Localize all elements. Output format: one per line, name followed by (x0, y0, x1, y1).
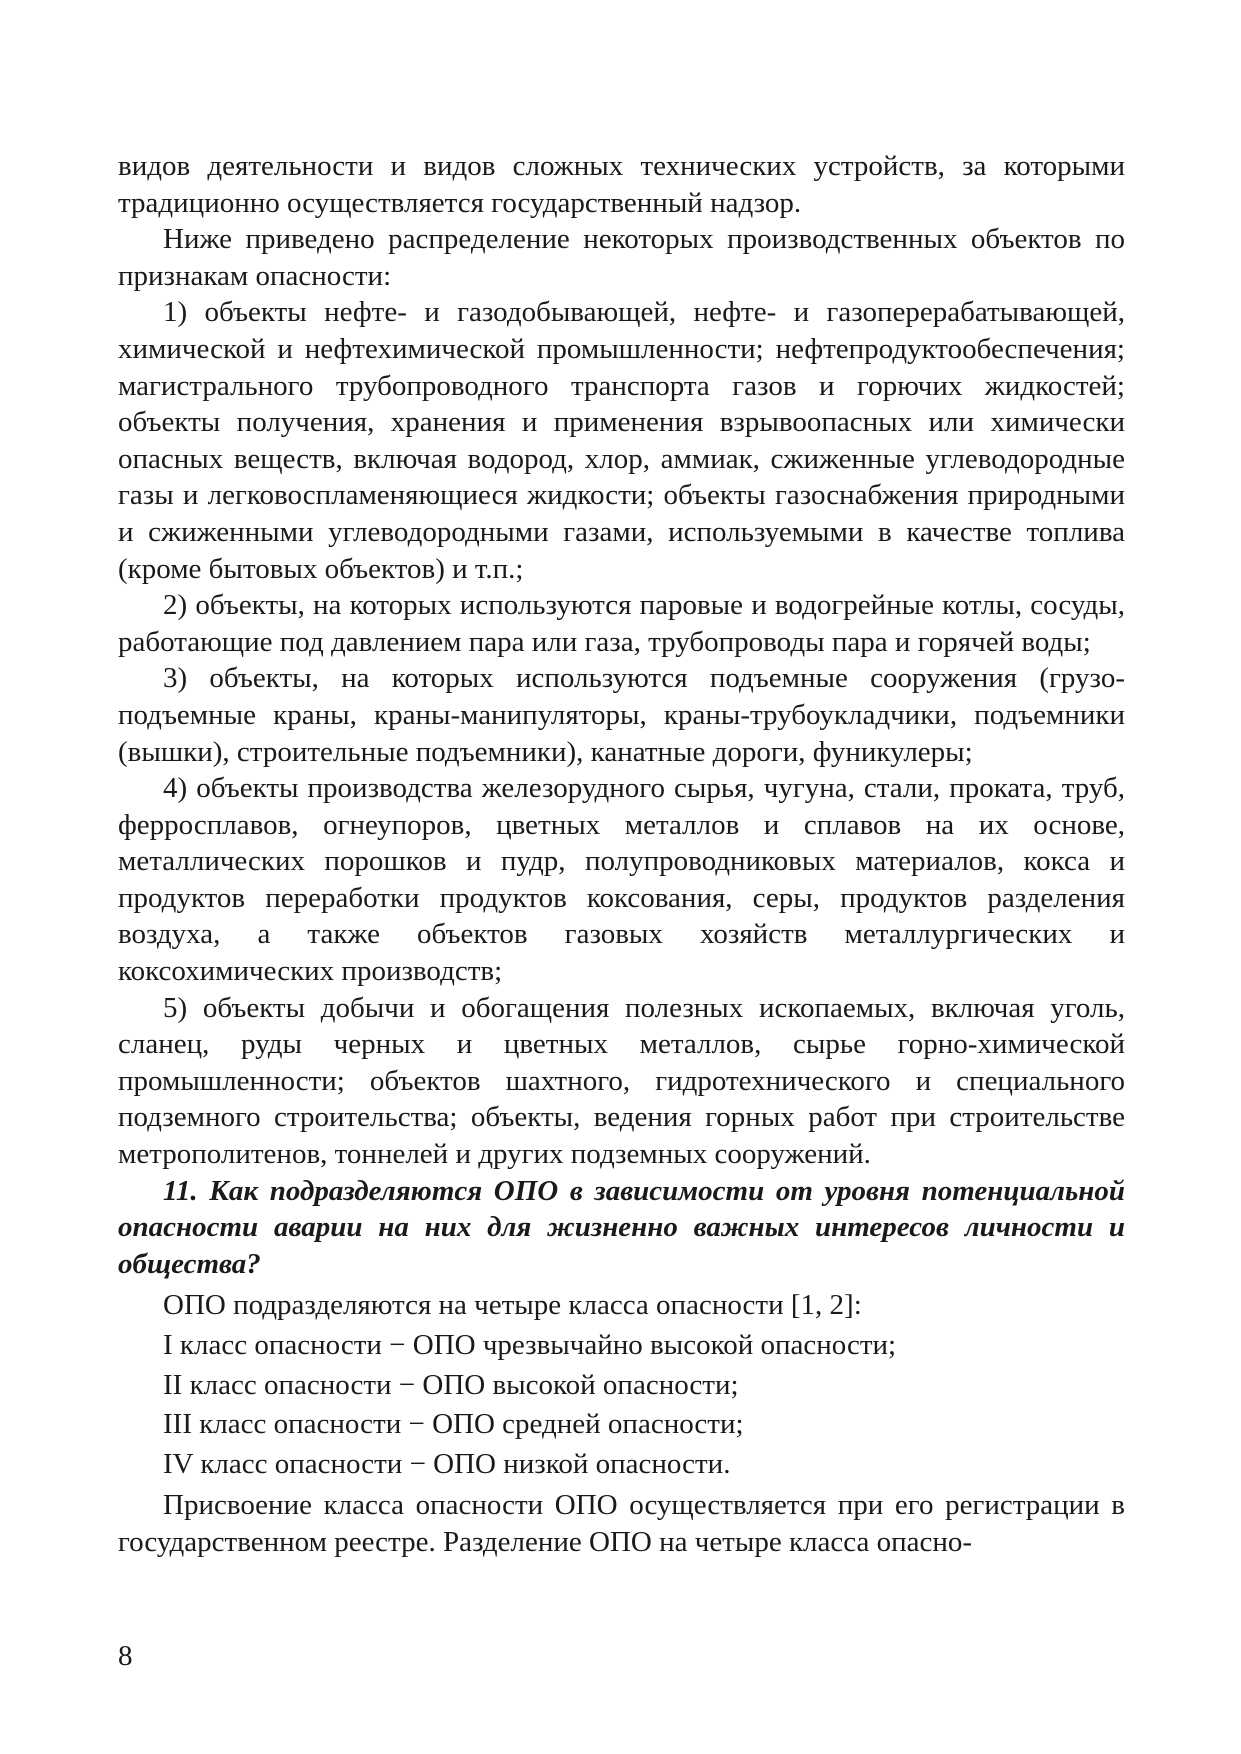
classes-intro: ОПО подразделяются на четыре класса опасности [1, 2]: (163, 1289, 862, 1322)
page-number: 8 (118, 1640, 133, 1672)
class-3: III класс опасности − ОПО средней опасности; (163, 1408, 744, 1441)
question-heading: 11. Как подразделяются ОПО в зависимости от уровня потенциальной опасности аварии на них для жизненно важных интересов личности и общества? (118, 1174, 1125, 1280)
list-item-5: 5) объекты добычи и обогащения полезных ископаемых, включая уголь, сланец, руды черных и цветных металлов, сырье горно-химической промышленности; объектов шахтного, гидротехнического и специального подземного строительства; объекты, ведения горных работ при строительстве метрополитенов, тоннелей и других подземных сооружений. (118, 991, 1125, 1171)
class-1: I класс опасности − ОПО чрезвычайно высокой опасности; (163, 1329, 897, 1361)
list-item-1: 1) объекты нефте- и газодобывающей, нефте- и газоперерабатывающей, химической и нефтехимической промышленности; нефтепродуктообеспечения; магистрального трубопроводного транспорта газов и горючих жидкостей; объекты получения, хранения и применения взрывоопасных или химически опасных веществ, включая водород, хлор, аммиак, сжиженные углеводородные газы и легковоспламеняющиеся жидкости; объекты газоснабжения природными и сжиженными углеводородными газами, используемыми в качестве топлива (кроме бытовых объектов) и т.п.; (118, 296, 1125, 585)
class-4: IV класс опасности − ОПО низкой опасности. (163, 1447, 731, 1480)
paragraph-continuation: видов деятельности и видов сложных технических устройств, за которыми традиционно осуществляется государственный надзор. (118, 150, 1125, 219)
paragraph-assignment: Присвоение класса опасности ОПО осуществляется при его регистрации в государственном реестре. Разделение ОПО на четыре класса опасно- (118, 1489, 1125, 1558)
list-item-4: 4) объекты производства железорудного сырья, чугуна, стали, проката, труб, ферросплавов, огнеупоров, цветных металлов и сплавов на их основе, металлических порошков и пудр, полупроводниковых материалов, кокса и продуктов переработки продуктов коксования, серы, продуктов разделения воздуха, а также объектов газовых хозяйств металлургических и коксохимических производств; (118, 772, 1125, 988)
list-item-3: 3) объекты, на которых используются подъемные сооружения (грузоподъемные краны, краны-манипуляторы, краны-трубоукладчики, подъемники (вышки), строительные подъемники), канатные дороги, фуникулеры; (118, 662, 1125, 768)
body-text (118, 148, 1125, 1561)
class-2: II класс опасности − ОПО высокой опасности; (163, 1368, 739, 1401)
list-item-2: 2) объекты, на которых используются паровые и водогрейные котлы, сосуды, работающие под давлением пара или газа, трубопроводы пара и горячей воды; (118, 589, 1125, 658)
paragraph-intro: Ниже приведено распределение некоторых производственных объектов по признакам опасности: (118, 223, 1125, 292)
